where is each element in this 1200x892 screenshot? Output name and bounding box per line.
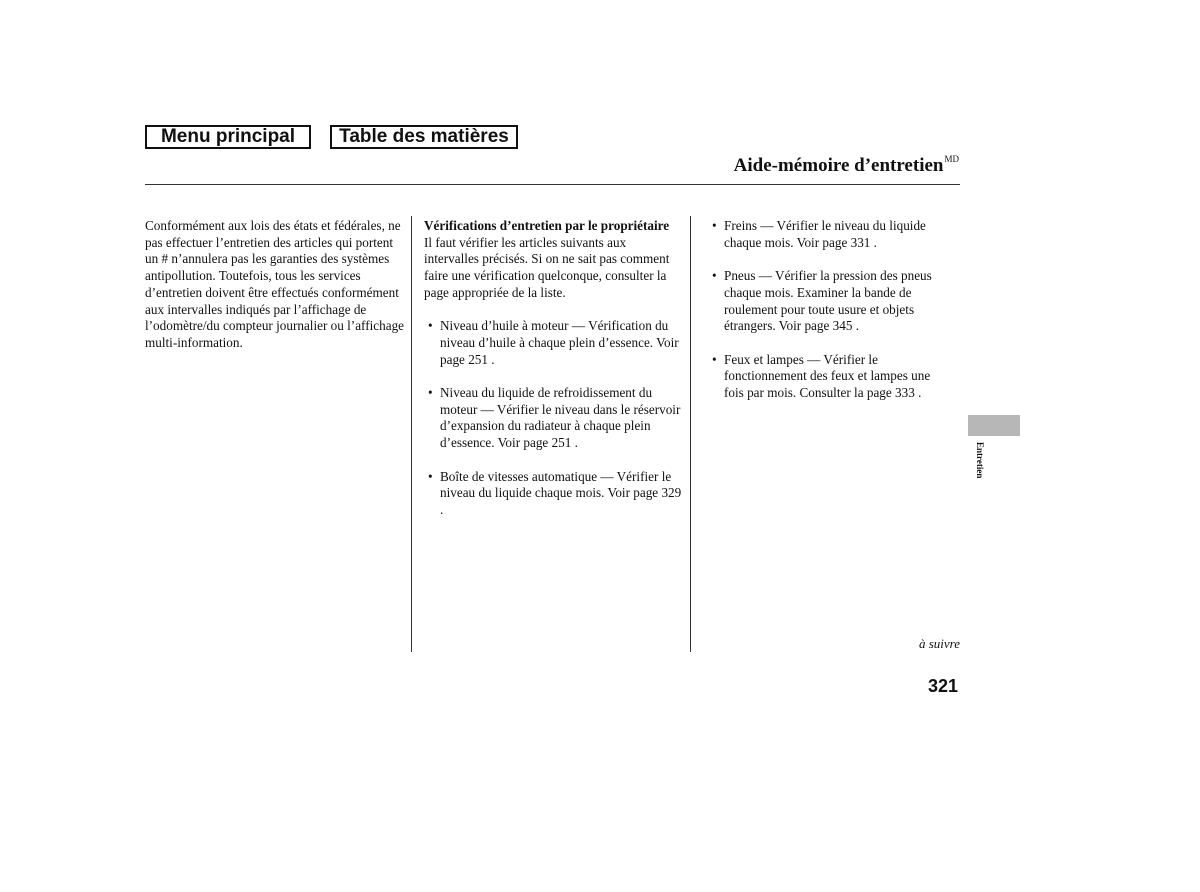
list-item-brakes: • Freins — Vérifier le niveau du liquide chaque mois. Voir page 331 . [708,218,948,251]
section-heading: Vérifications d’entretien par le propriétaire [424,218,670,233]
column-divider [411,216,412,652]
list-item-coolant: • Niveau du liquide de refroidissement du moteur — Vérifier le niveau dans le réservoir d’expansion du radiateur à chaque plein d’essence. Voir page 251 . [424,385,682,452]
column-middle [424,218,682,519]
page-title [734,154,959,177]
table-of-contents-button[interactable]: Table des matières [330,125,518,149]
title-rule [145,184,960,185]
emissions-warranty-paragraph: Conformément aux lois des états et fédérales, ne pas effectuer l’entretien des articles qui portent un # n’annulera pas les garanties des systèmes antipollution. Toutefois, tous les services d’entretien doivent être effectués conformément aux intervalles indiqués par l’affichage de l’odomètre/du compteur journalier ou l’affichage multi-information. [145,218,405,350]
list-item-tires: • Pneus — Vérifier la pression des pneus chaque mois. Examiner la bande de roulement pour toute usure et objets étrangers. Voir page 345 . [708,268,948,335]
column-divider [690,216,691,652]
page-number: 321 [927,676,958,696]
list-item-lights: • Feux et lampes — Vérifier le fonctionnement des feux et lampes une fois par mois. Consulter la page 333 . [708,352,948,402]
main-menu-button[interactable]: Menu principal [145,125,311,149]
continued-note: à suivre [918,636,960,651]
page-title-text: Aide-mémoire d’entretien [733,155,944,176]
column-left [145,218,407,352]
list-item-engine-oil: • Niveau d’huile à moteur — Vérification du niveau d’huile à chaque plein d’essence. Voir page 251 . [424,318,682,368]
section-tab-marker [968,415,1020,436]
column-right [708,218,948,402]
list-item-transmission: • Boîte de vitesses automatique — Vérifier le niveau du liquide chaque mois. Voir page 329 . [424,469,682,519]
check-list [708,218,948,402]
intro-paragraph: Il faut vérifier les articles suivants aux intervalles précisés. Si on ne sait pas comment faire une vérification quelconque, consulter la page appropriée de la liste. [424,234,670,300]
trademark-superscript: MD [944,154,959,164]
section-tab-label: Entretien [975,442,985,479]
check-list [424,318,682,518]
